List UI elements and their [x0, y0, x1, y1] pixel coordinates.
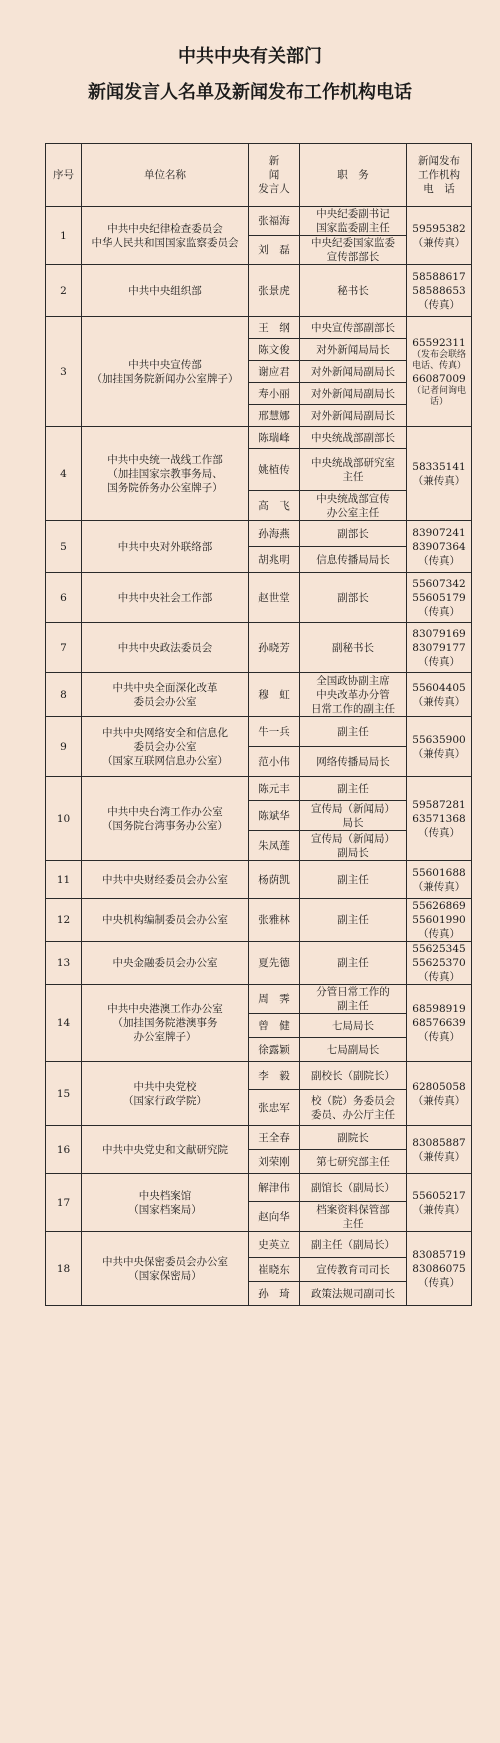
spokesman-position: [300, 861, 407, 899]
spokesman-name: 刘荣刚: [249, 1150, 300, 1174]
spokesman-position: [300, 361, 407, 383]
phone-line: （兼传真）: [412, 747, 466, 760]
org-number: 11: [46, 861, 82, 899]
position-line: 主任: [342, 1217, 364, 1230]
position-line: 副主任: [337, 782, 369, 795]
phone-line: （传真）: [418, 826, 460, 839]
phone-line: 68598919: [412, 1003, 466, 1015]
phone-line: （记者问询电话）: [411, 385, 466, 407]
org-phone: [407, 777, 472, 861]
org-unit-line: 中共中央组织部: [128, 284, 202, 297]
spokesman-position: [300, 1038, 407, 1062]
phone-line: 55601990: [412, 914, 466, 926]
org-phone: [407, 717, 472, 777]
header-phone-line: 新闻发布: [418, 155, 460, 167]
spokesman-name: 牛一兵: [249, 717, 300, 747]
position-line: 中央统战部宣传: [316, 492, 390, 505]
table-row: [46, 985, 472, 1014]
position-line: 网络传播局局长: [316, 755, 390, 768]
org-phone: [407, 207, 472, 265]
org-unit-line: 中共中央网络安全和信息化: [102, 726, 228, 739]
header-phone-line: 工作机构: [418, 169, 460, 181]
position-line: 副院长: [337, 1131, 369, 1144]
org-number: 3: [46, 317, 82, 427]
table-row: [46, 427, 472, 449]
org-phone: [407, 623, 472, 673]
org-phone: [407, 1062, 472, 1126]
phone-line: 62805058: [412, 1080, 466, 1093]
spokesman-name: 胡兆明: [249, 547, 300, 573]
spokesman-name: 杨荫凯: [249, 861, 300, 899]
spokesman-position: [300, 831, 407, 861]
position-line: 七局副局长: [326, 1043, 380, 1056]
spokesman-position: [300, 801, 407, 831]
org-phone: [407, 1126, 472, 1174]
phone-line: （传真）: [418, 1031, 460, 1043]
phone-line: 58335141: [412, 460, 466, 473]
org-unit-line: 委员会办公室: [133, 695, 197, 708]
spokesman-name: 夏先德: [249, 942, 300, 985]
position-line: 国家监委副主任: [316, 222, 390, 234]
table-row: [46, 673, 472, 717]
header-spokesman-line: 新: [268, 155, 280, 167]
spokesman-name: 刘 磊: [249, 236, 300, 265]
phone-line: （兼传真）: [412, 236, 466, 249]
phone-line: 83086075: [412, 1262, 466, 1275]
table-row: [46, 1126, 472, 1150]
table-row: [46, 573, 472, 623]
header-num: 序号: [46, 144, 82, 207]
phone-line: 83085887: [412, 1136, 466, 1149]
org-unit-name: [82, 942, 249, 985]
org-unit-line: 中共中央统一战线工作部: [107, 453, 223, 466]
position-line: 中央统战部副部长: [311, 431, 395, 444]
phone-line: （传真）: [418, 928, 460, 940]
header-phone-line: 电 话: [423, 183, 455, 195]
spokesman-position: [300, 1062, 407, 1090]
phone-line: 58588653: [412, 284, 466, 297]
spokesman-name: 赵世堂: [249, 573, 300, 623]
table-body: [46, 207, 472, 1306]
phone-line: 55635900: [412, 733, 466, 746]
phone-line: 55605179: [412, 591, 466, 604]
org-number: 16: [46, 1126, 82, 1174]
spokesman-position: [300, 449, 407, 491]
spokesman-name: 姚植传: [249, 449, 300, 491]
org-unit-name: [82, 899, 249, 942]
spokesman-position: [300, 717, 407, 747]
position-line: 局长: [342, 816, 364, 829]
table-row: [46, 1062, 472, 1090]
org-phone: [407, 861, 472, 899]
org-phone: [407, 1232, 472, 1306]
phone-line: 66087009: [412, 372, 466, 385]
spokesman-name: 史英立: [249, 1232, 300, 1258]
phone-line: 83079169: [412, 627, 466, 640]
org-unit-line: 中共中央党校: [133, 1080, 197, 1093]
table-row: [46, 899, 472, 942]
org-unit-name: [82, 717, 249, 777]
spokesman-position: [300, 1202, 407, 1232]
spokesman-position: [300, 207, 407, 236]
org-number: 9: [46, 717, 82, 777]
phone-line: （传真）: [418, 605, 460, 618]
table-row: [46, 717, 472, 747]
spokesman-position: [300, 1150, 407, 1174]
spokesman-position: [300, 236, 407, 265]
org-unit-line: 中央机构编制委员会办公室: [102, 914, 228, 926]
phone-line: 55605217: [412, 1189, 466, 1202]
org-phone: [407, 317, 472, 427]
org-unit-name: [82, 207, 249, 265]
position-line: 对外新闻局局长: [316, 343, 390, 356]
phone-line: 83907241: [412, 526, 466, 539]
spokesman-name: 张忠军: [249, 1090, 300, 1126]
table-row: [46, 1232, 472, 1258]
org-unit-name: [82, 1126, 249, 1174]
header-spokesman-line: 闻: [268, 169, 280, 181]
org-unit-line: 中共中央纪律检查委员会: [107, 222, 223, 235]
org-unit-line: 国务院侨务办公室牌子）: [107, 481, 223, 494]
org-unit-name: [82, 623, 249, 673]
org-unit-line: （国家档案局）: [128, 1203, 202, 1216]
spokesman-name: 曾 健: [249, 1014, 300, 1038]
phone-line: 58588617: [412, 270, 466, 283]
phone-line: 55601688: [412, 866, 466, 879]
org-number: 15: [46, 1062, 82, 1126]
org-unit-line: （国务院台湾事务办公室）: [102, 819, 228, 832]
org-unit-line: 委员会办公室: [133, 740, 197, 753]
spokesman-table: [45, 143, 472, 1306]
page-title-line1: 中共中央有关部门: [178, 46, 322, 67]
spokesman-name: 邢慧娜: [249, 405, 300, 427]
spokesman-position: [300, 899, 407, 942]
spokesman-position: [300, 1174, 407, 1202]
spokesman-name: 李 毅: [249, 1062, 300, 1090]
phone-line: （传真）: [418, 298, 460, 311]
header-spokesman-line: 发言人: [258, 183, 290, 195]
position-line: 副局长: [337, 846, 369, 859]
org-unit-name: [82, 521, 249, 573]
position-line: 副主任: [337, 873, 369, 886]
org-unit-line: （加挂国务院港澳事务: [112, 1017, 218, 1029]
spokesman-name: 穆 虹: [249, 673, 300, 717]
spokesman-position: [300, 383, 407, 405]
org-unit-name: [82, 1062, 249, 1126]
org-unit-name: [82, 1232, 249, 1306]
spokesman-name: 孙晓芳: [249, 623, 300, 673]
org-unit-line: 中央金融委员会办公室: [112, 957, 218, 969]
position-line: 宣传教育司司长: [316, 1263, 390, 1276]
phone-line: 55625345: [412, 943, 466, 955]
position-line: 副校长（副院长）: [311, 1069, 395, 1082]
org-number: 10: [46, 777, 82, 861]
table-row: [46, 942, 472, 985]
org-unit-name: [82, 427, 249, 521]
spokesman-position: [300, 747, 407, 777]
spokesman-position: [300, 491, 407, 521]
spokesman-name: 孙 琦: [249, 1282, 300, 1306]
phone-line: 83907364: [412, 540, 466, 553]
org-number: 1: [46, 207, 82, 265]
org-phone: [407, 899, 472, 942]
position-line: 副秘书长: [332, 641, 374, 654]
spokesman-position: [300, 427, 407, 449]
org-unit-name: [82, 317, 249, 427]
position-line: 中央纪委副书记: [316, 208, 390, 220]
org-number: 17: [46, 1174, 82, 1232]
org-number: 14: [46, 985, 82, 1062]
phone-line: （兼传真）: [412, 1094, 466, 1107]
spokesman-name: 周 霁: [249, 985, 300, 1014]
table-row: [46, 623, 472, 673]
spokesman-name: 徐露颖: [249, 1038, 300, 1062]
spokesman-position: [300, 623, 407, 673]
spokesman-position: [300, 265, 407, 317]
org-number: 13: [46, 942, 82, 985]
position-line: 政策法规司副司长: [311, 1287, 395, 1300]
spokesman-name: 王全春: [249, 1126, 300, 1150]
phone-line: （兼传真）: [412, 880, 466, 893]
spokesman-name: 崔晓东: [249, 1258, 300, 1282]
org-unit-line: 中共中央政法委员会: [117, 641, 213, 654]
spokesman-name: 赵向华: [249, 1202, 300, 1232]
position-line: 对外新闻局副局长: [311, 409, 395, 422]
org-unit-line: 中共中央全面深化改革: [112, 681, 218, 694]
position-line: 分管日常工作的: [316, 986, 390, 998]
org-phone: [407, 573, 472, 623]
header-spokesman: [249, 144, 300, 207]
position-line: 信息传播局局长: [316, 553, 390, 566]
org-number: 6: [46, 573, 82, 623]
position-line: 副主任: [337, 957, 369, 969]
position-line: 委员、办公厅主任: [311, 1108, 395, 1121]
position-line: 全国政协副主席: [316, 674, 390, 687]
table-row: [46, 861, 472, 899]
position-line: 宣传局（新闻局）: [311, 802, 395, 815]
org-unit-line: （国家行政学院）: [123, 1094, 207, 1107]
org-unit-line: （加挂国务院新闻办公室牌子）: [91, 372, 239, 385]
org-phone: [407, 1174, 472, 1232]
position-line: 主任: [342, 470, 364, 483]
spokesman-name: 解津伟: [249, 1174, 300, 1202]
org-unit-line: 中共中央保密委员会办公室: [102, 1255, 228, 1268]
position-line: 七局局长: [332, 1019, 374, 1032]
org-phone: [407, 265, 472, 317]
spokesman-name: 陈瑞峰: [249, 427, 300, 449]
phone-line: （兼传真）: [412, 474, 466, 487]
phone-line: 68576639: [412, 1017, 466, 1029]
table-row: [46, 1174, 472, 1202]
table-row: [46, 521, 472, 547]
position-line: 对外新闻局副局长: [311, 387, 395, 400]
position-line: 第七研究部主任: [316, 1155, 390, 1168]
phone-line: 65592311: [412, 336, 466, 349]
position-line: 副主任: [337, 914, 369, 926]
phone-line: （传真）: [418, 655, 460, 668]
org-unit-line: 中共中央台湾工作办公室: [107, 805, 223, 818]
spokesman-name: 陈元丰: [249, 777, 300, 801]
page-title-line2: 新闻发言人名单及新闻发布工作机构电话: [88, 82, 412, 103]
org-number: 2: [46, 265, 82, 317]
phone-line: （兼传真）: [412, 1203, 466, 1216]
spokesman-position: [300, 1258, 407, 1282]
position-line: 对外新闻局副局长: [311, 365, 395, 378]
org-unit-line: 中央档案馆: [138, 1189, 192, 1202]
org-number: 5: [46, 521, 82, 573]
position-line: 副部长: [337, 527, 369, 540]
header-position: 职 务: [300, 144, 407, 207]
phone-line: 63571368: [412, 812, 466, 825]
org-unit-name: [82, 265, 249, 317]
org-unit-line: 中共中央党史和文献研究院: [102, 1143, 228, 1156]
phone-line: 55625370: [412, 957, 466, 969]
spokesman-name: 孙海燕: [249, 521, 300, 547]
org-unit-line: 中华人民共和国国家监察委员会: [91, 236, 239, 249]
position-line: 中央统战部研究室: [311, 456, 395, 469]
position-line: 副部长: [337, 591, 369, 604]
org-unit-name: [82, 985, 249, 1062]
table-row: [46, 317, 472, 339]
spokesman-position: [300, 1014, 407, 1038]
spokesman-name: 寿小丽: [249, 383, 300, 405]
org-unit-name: [82, 573, 249, 623]
org-unit-line: （国家互联网信息办公室）: [102, 754, 228, 767]
spokesman-name: 陈斌华: [249, 801, 300, 831]
spokesman-name: 陈文俊: [249, 339, 300, 361]
org-number: 8: [46, 673, 82, 717]
phone-line: （发布会联络电话、传真）: [411, 349, 466, 371]
org-unit-name: [82, 673, 249, 717]
spokesman-position: [300, 521, 407, 547]
header-phone: [407, 144, 472, 207]
table-header-row: [46, 144, 472, 207]
spokesman-name: 朱凤莲: [249, 831, 300, 861]
phone-line: 55604405: [412, 681, 466, 694]
spokesman-name: 张雅林: [249, 899, 300, 942]
spokesman-name: 谢应君: [249, 361, 300, 383]
org-unit-name: [82, 861, 249, 899]
phone-line: 83085719: [412, 1248, 466, 1261]
org-phone: [407, 673, 472, 717]
org-unit-line: 中共中央港澳工作办公室: [107, 1003, 223, 1015]
table-row: [46, 265, 472, 317]
position-line: 宣传局（新闻局）: [311, 832, 395, 845]
spokesman-position: [300, 573, 407, 623]
position-line: 校（院）务委员会: [311, 1094, 395, 1107]
spokesman-name: 王 纲: [249, 317, 300, 339]
spokesman-name: 范小伟: [249, 747, 300, 777]
phone-line: （传真）: [418, 1276, 460, 1289]
position-line: 档案资料保管部: [316, 1203, 390, 1216]
org-unit-line: 中共中央财经委员会办公室: [102, 873, 228, 886]
phone-line: （传真）: [418, 554, 460, 567]
spokesman-position: [300, 317, 407, 339]
org-number: 7: [46, 623, 82, 673]
org-unit-line: 中共中央社会工作部: [117, 591, 213, 604]
org-unit-line: （国家保密局）: [128, 1269, 202, 1282]
org-unit-line: （加挂国家宗教事务局、: [107, 467, 223, 480]
position-line: 副馆长（副局长）: [311, 1181, 395, 1194]
spokesman-position: [300, 1126, 407, 1150]
position-line: 日常工作的副主任: [311, 702, 395, 715]
header-unit: 单位名称: [82, 144, 249, 207]
phone-line: 83079177: [412, 641, 466, 654]
org-phone: [407, 427, 472, 521]
spokesman-position: [300, 985, 407, 1014]
org-number: 12: [46, 899, 82, 942]
phone-line: （兼传真）: [412, 695, 466, 708]
org-number: 18: [46, 1232, 82, 1306]
position-line: 副主任: [337, 725, 369, 738]
spokesman-position: [300, 547, 407, 573]
table-row: [46, 777, 472, 801]
org-phone: [407, 942, 472, 985]
position-line: 秘书长: [337, 284, 369, 297]
phone-line: （兼传真）: [412, 1150, 466, 1163]
org-phone: [407, 985, 472, 1062]
org-unit-line: 中共中央宣传部: [128, 358, 202, 371]
phone-line: 59595382: [412, 222, 466, 235]
position-line: 中央纪委国家监委: [311, 237, 395, 249]
spokesman-position: [300, 405, 407, 427]
position-line: 副主任: [337, 1000, 369, 1012]
org-unit-line: 中共中央对外联络部: [117, 540, 213, 553]
org-unit-name: [82, 777, 249, 861]
org-unit-line: 办公室牌子）: [133, 1031, 197, 1043]
position-line: 中央改革办分管: [316, 688, 390, 701]
phone-line: （传真）: [418, 971, 460, 983]
spokesman-position: [300, 1090, 407, 1126]
position-line: 副主任（副局长）: [311, 1238, 395, 1251]
spokesman-position: [300, 673, 407, 717]
org-unit-name: [82, 1174, 249, 1232]
spokesman-position: [300, 339, 407, 361]
position-line: 中央宣传部副部长: [311, 321, 395, 334]
table-row: [46, 207, 472, 236]
spokesman-position: [300, 1282, 407, 1306]
spokesman-position: [300, 777, 407, 801]
spokesman-position: [300, 1232, 407, 1258]
spokesman-name: 张景虎: [249, 265, 300, 317]
org-phone: [407, 521, 472, 573]
position-line: 办公室主任: [326, 506, 380, 519]
phone-line: 59587281: [412, 798, 466, 811]
spokesman-position: [300, 942, 407, 985]
spokesman-name: 张福海: [249, 207, 300, 236]
phone-line: 55607342: [412, 577, 466, 590]
org-number: 4: [46, 427, 82, 521]
position-line: 宣传部部长: [326, 251, 380, 263]
phone-line: 55626869: [412, 900, 466, 912]
spokesman-name: 高 飞: [249, 491, 300, 521]
